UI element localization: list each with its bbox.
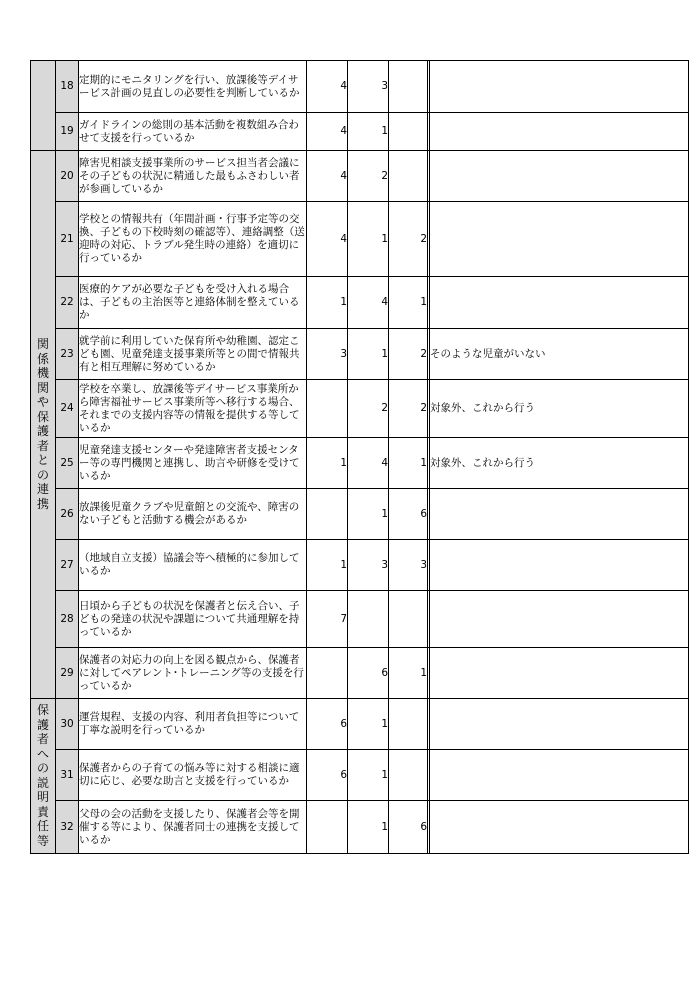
- question-text: 保護者の対応力の向上を図る観点から、保護者に対してペアレント･トレーニング等の支援を行っているか: [79, 648, 307, 699]
- answer-yes-count: 7: [307, 591, 348, 648]
- answer-no-count: 2: [389, 380, 428, 438]
- remark-text: [430, 489, 689, 540]
- answer-yes-count: 1: [307, 540, 348, 591]
- remark-text: そのような児童がいない: [430, 329, 689, 380]
- category-cell: [31, 151, 56, 699]
- item-number: 26: [56, 489, 79, 540]
- question-text: 運営規程、支援の内容、利用者負担等について丁寧な説明を行っているか: [79, 699, 307, 750]
- answer-neither-count: 3: [348, 540, 389, 591]
- answer-no-count: 1: [389, 438, 428, 489]
- item-number: 23: [56, 329, 79, 380]
- answer-neither-count: 4: [348, 438, 389, 489]
- answer-neither-count: 4: [348, 277, 389, 329]
- table-row: [31, 380, 689, 438]
- answer-no-count: 6: [389, 801, 428, 854]
- table-row: [31, 329, 689, 380]
- answer-neither-count: 1: [348, 489, 389, 540]
- question-text: 日頃から子どもの状況を保護者と伝え合い、子どもの発達の状況や課題について共通理解を持っているか: [79, 591, 307, 648]
- remark-text: [430, 113, 689, 151]
- question-text: ガイドラインの総則の基本活動を複数組み合わせて支援を行っているか: [79, 113, 307, 151]
- question-text: 医療的ケアが必要な子どもを受け入れる場合は、子どもの主治医等と連絡体制を整えているか: [79, 277, 307, 329]
- item-number: 24: [56, 380, 79, 438]
- answer-yes-count: 4: [307, 202, 348, 277]
- item-number: 20: [56, 151, 79, 202]
- answer-yes-count: [307, 489, 348, 540]
- answer-yes-count: [307, 380, 348, 438]
- remark-text: [430, 540, 689, 591]
- answer-yes-count: 4: [307, 151, 348, 202]
- category-cell: [31, 699, 56, 854]
- remark-text: [430, 699, 689, 750]
- question-text: 児童発達支援センターや発達障害者支援センター等の専門機関と連携し、助言や研修を受けているか: [79, 438, 307, 489]
- answer-no-count: 6: [389, 489, 428, 540]
- question-text: 保護者からの子育ての悩み等に対する相談に適切に応じ、必要な助言と支援を行っているか: [79, 750, 307, 801]
- question-text: 障害児相談支援事業所のサービス担当者会議にその子どもの状況に精通した最もふさわしい者が参画しているか: [79, 151, 307, 202]
- table-row: [31, 202, 689, 277]
- answer-neither-count: 1: [348, 113, 389, 151]
- answer-neither-count: 1: [348, 699, 389, 750]
- remark-text: [430, 277, 689, 329]
- table-row: [31, 801, 689, 854]
- table-row: [31, 591, 689, 648]
- item-number: 32: [56, 801, 79, 854]
- table-row: [31, 438, 689, 489]
- item-number: 19: [56, 113, 79, 151]
- item-number: 18: [56, 61, 79, 113]
- category-label: 保護者への説明責任等: [36, 703, 49, 848]
- answer-yes-count: [307, 801, 348, 854]
- remark-text: [430, 750, 689, 801]
- answer-neither-count: 2: [348, 380, 389, 438]
- answer-no-count: 2: [389, 329, 428, 380]
- table-row: [31, 648, 689, 699]
- remark-text: [430, 801, 689, 854]
- table-row: [31, 750, 689, 801]
- answer-yes-count: 1: [307, 438, 348, 489]
- remark-text: [430, 591, 689, 648]
- answer-neither-count: 1: [348, 750, 389, 801]
- item-number: 30: [56, 699, 79, 750]
- answer-no-count: [389, 151, 428, 202]
- question-text: 学校との情報共有（年間計画・行事予定等の交換、子どもの下校時刻の確認等）、連絡調整（送迎時の対応、トラブル発生時の連絡）を適切に行っているか: [79, 202, 307, 277]
- answer-no-count: [389, 699, 428, 750]
- question-text: （地域自立支援）協議会等へ積極的に参加しているか: [79, 540, 307, 591]
- category-cell: [31, 61, 56, 151]
- remark-text: [430, 202, 689, 277]
- remark-text: 対象外、これから行う: [430, 380, 689, 438]
- item-number: 27: [56, 540, 79, 591]
- answer-no-count: [389, 113, 428, 151]
- answer-no-count: 2: [389, 202, 428, 277]
- item-number: 29: [56, 648, 79, 699]
- category-label: 関係機関や保護者との連携: [36, 337, 49, 511]
- answer-no-count: 1: [389, 648, 428, 699]
- evaluation-table: [30, 60, 689, 854]
- answer-yes-count: 3: [307, 329, 348, 380]
- answer-yes-count: [307, 648, 348, 699]
- answer-no-count: [389, 61, 428, 113]
- question-text: 放課後児童クラブや児童館との交流や、障害のない子どもと活動する機会があるか: [79, 489, 307, 540]
- question-text: 学校を卒業し、放課後等デイサービス事業所から障害福祉サービス事業所等へ移行する場合、それまでの支援内容等の情報を提供する等しているか: [79, 380, 307, 438]
- item-number: 28: [56, 591, 79, 648]
- remark-text: [430, 151, 689, 202]
- table-row: [31, 540, 689, 591]
- answer-neither-count: 3: [348, 61, 389, 113]
- answer-neither-count: 2: [348, 151, 389, 202]
- remark-text: [430, 648, 689, 699]
- answer-neither-count: 6: [348, 648, 389, 699]
- item-number: 25: [56, 438, 79, 489]
- answer-yes-count: 4: [307, 113, 348, 151]
- answer-no-count: [389, 750, 428, 801]
- answer-yes-count: 6: [307, 750, 348, 801]
- question-text: 定期的にモニタリングを行い、放課後等デイサービス計画の見直しの必要性を判断しているか: [79, 61, 307, 113]
- remark-text: 対象外、これから行う: [430, 438, 689, 489]
- answer-no-count: [389, 591, 428, 648]
- answer-yes-count: 4: [307, 61, 348, 113]
- table-row: [31, 61, 689, 113]
- question-text: 父母の会の活動を支援したり、保護者会等を開催する等により、保護者同士の連携を支援しているか: [79, 801, 307, 854]
- answer-no-count: 3: [389, 540, 428, 591]
- table-row: [31, 113, 689, 151]
- item-number: 21: [56, 202, 79, 277]
- item-number: 22: [56, 277, 79, 329]
- table-row: [31, 489, 689, 540]
- answer-neither-count: 1: [348, 202, 389, 277]
- answer-neither-count: 1: [348, 801, 389, 854]
- table-row: [31, 699, 689, 750]
- item-number: 31: [56, 750, 79, 801]
- table-row: [31, 151, 689, 202]
- remark-text: [430, 61, 689, 113]
- answer-neither-count: [348, 591, 389, 648]
- answer-neither-count: 1: [348, 329, 389, 380]
- answer-no-count: 1: [389, 277, 428, 329]
- question-text: 就学前に利用していた保育所や幼稚園、認定こども園、児童発達支援事業所等との間で情報共有と相互理解に努めているか: [79, 329, 307, 380]
- answer-yes-count: 6: [307, 699, 348, 750]
- table-row: [31, 277, 689, 329]
- answer-yes-count: 1: [307, 277, 348, 329]
